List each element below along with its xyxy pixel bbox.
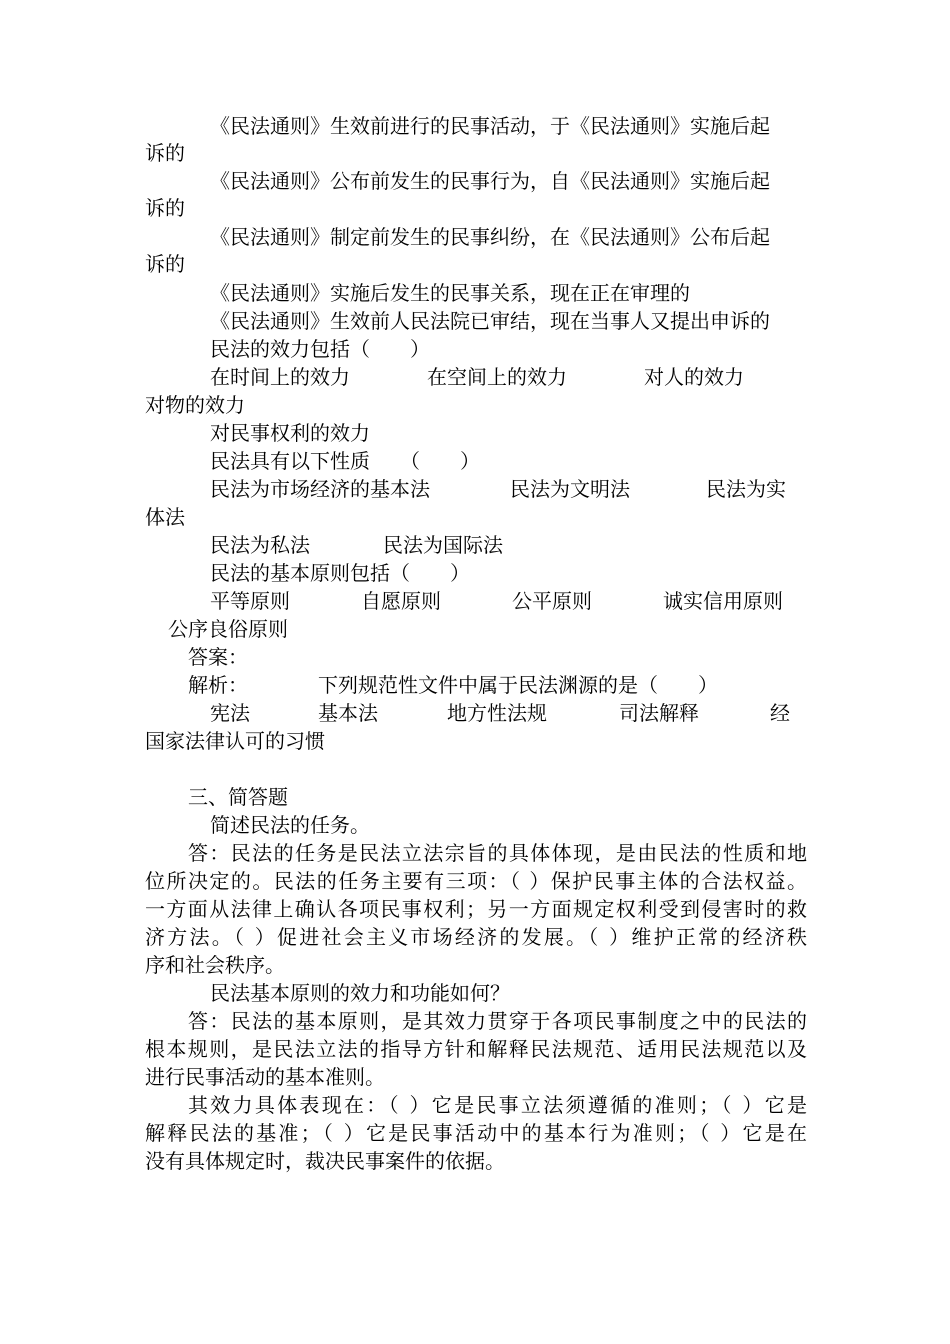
option-item: 民法为市场经济的基本法 (210, 477, 430, 501)
option-line: 《民法通则》生效前进行的民事活动，于《民法通则》实施后起 (210, 114, 770, 138)
option-item: 基本法 (318, 701, 378, 725)
option-item: 民法为国际法 (383, 533, 503, 557)
option-item: 对人的效力 (644, 365, 744, 389)
answer-line: 序和社会秩序。 (145, 953, 285, 977)
short-question: 民法基本原则的效力和功能如何？ (210, 981, 510, 1005)
answer-line: 其效力具体表现在：（ ）它是民事立法须遵循的准则；（ ）它是 (188, 1093, 807, 1117)
section-heading: 三、简答题 (188, 785, 288, 809)
option-item: 对民事权利的效力 (210, 421, 370, 445)
analysis-label: 解析： (188, 673, 248, 697)
option-item: 公序良俗原则 (168, 617, 288, 641)
answer-line: 解释民法的基准；（ ）它是民事活动中的基本行为准则；（ ）它是在 (145, 1121, 807, 1145)
option-line: 《民法通则》生效前人民法院已审结，现在当事人又提出申诉的 (210, 309, 770, 333)
option-item: 平等原则 (210, 589, 290, 613)
answer-line: 根本规则，是民法立法的指导方针和解释民法规范、适用民法规范以及 (145, 1037, 807, 1061)
option-line: 《民法通则》制定前发生的民事纠纷，在《民法通则》公布后起 (210, 225, 770, 249)
option-item: 在时间上的效力 (210, 365, 350, 389)
option-line: 《民法通则》实施后发生的民事关系，现在正在审理的 (210, 281, 690, 305)
option-item: 对物的效力 (145, 393, 245, 417)
answer-line: 答：民法的基本原则，是其效力贯穿于各项民事制度之中的民法的 (188, 1009, 807, 1033)
answer-line: 没有具体规定时，裁决民事案件的依据。 (145, 1149, 505, 1173)
option-item: 国家法律认可的习惯 (145, 729, 325, 753)
option-line: 《民法通则》公布前发生的民事行为，自《民法通则》实施后起 (210, 169, 770, 193)
option-item: 民法为私法 (210, 533, 310, 557)
option-item: 民法为实 (706, 477, 786, 501)
short-question: 简述民法的任务。 (210, 813, 370, 837)
answer-line: 一方面从法律上确认各项民事权利；另一方面规定权利受到侵害时的救 (145, 897, 807, 921)
option-item: 体法 (145, 505, 185, 529)
option-item: 诚实信用原则 (663, 589, 783, 613)
option-item: 地方性法规 (447, 701, 547, 725)
question-text: 民法的效力包括（ ） (210, 337, 430, 361)
option-line: 诉的 (145, 196, 185, 220)
option-item: 自愿原则 (361, 589, 441, 613)
answer-line: 进行民事活动的基本准则。 (145, 1065, 385, 1089)
answer-line: 位所决定的。民法的任务主要有三项：（ ）保护民事主体的合法权益。 (145, 869, 807, 893)
option-line: 诉的 (145, 252, 185, 276)
answer-line: 济方法。（ ）促进社会主义市场经济的发展。（ ）维护正常的经济秩 (145, 925, 807, 949)
question-text: 下列规范性文件中属于民法渊源的是（ ） (318, 673, 718, 697)
option-item: 公平原则 (512, 589, 592, 613)
option-item: 宪法 (210, 701, 250, 725)
option-item: 经 (770, 701, 790, 725)
option-item: 民法为文明法 (510, 477, 630, 501)
option-item: 在空间上的效力 (427, 365, 567, 389)
question-text: 民法的基本原则包括（ ） (210, 561, 470, 585)
question-text: 民法具有以下性质 （ ） (210, 449, 480, 473)
option-item: 司法解释 (619, 701, 699, 725)
answer-label: 答案： (188, 645, 248, 669)
answer-line: 答：民法的任务是民法立法宗旨的具体体现，是由民法的性质和地 (188, 841, 807, 865)
option-line: 诉的 (145, 141, 185, 165)
